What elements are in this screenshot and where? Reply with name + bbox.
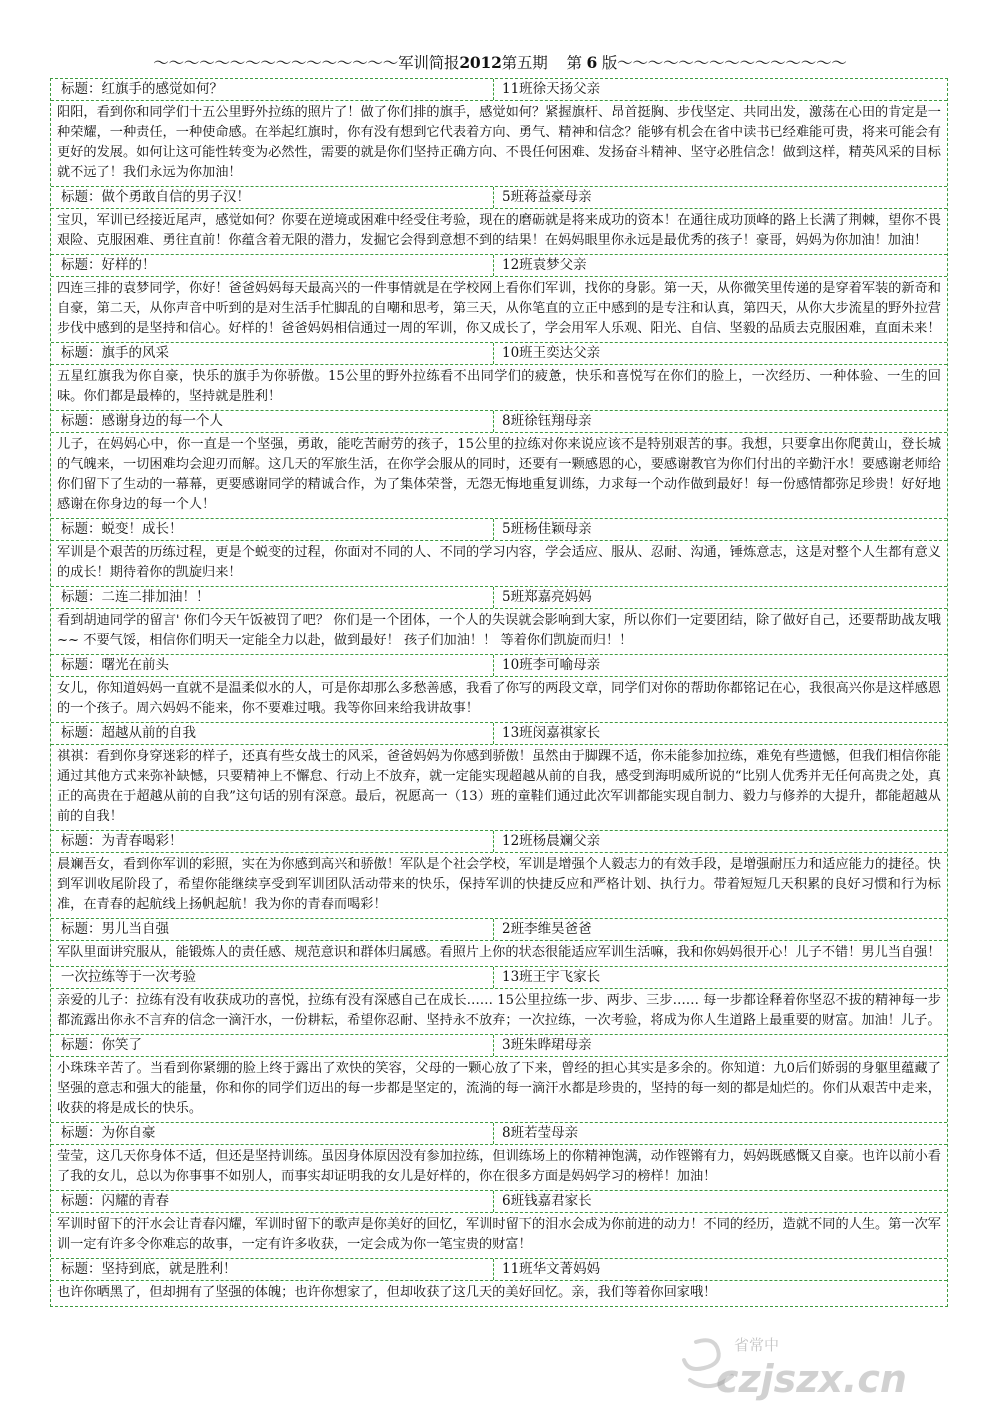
- entry-header-row: [51, 723, 947, 745]
- entry-body: 小珠珠辛苦了。当看到你紧绷的脸上终于露出了欢快的笑容，父母的一颗心放了下来，曾经的担心其实是多余的。你知道：九0后们娇弱的身躯里蕴藏了坚强的意志和强大的能量，你和你的同学们迈出的每一步都是坚定的，流淌的每一滴汗水都是珍贵的，坚持的每一刻的都是灿烂的。你们从艰苦中走来，收获的将是成长的快乐。: [57, 1061, 941, 1116]
- entry-title: 标题：超越从前的自我: [51, 723, 494, 744]
- entry-author: 8班若莹母亲: [502, 1125, 579, 1141]
- entry-body: 四连三排的袁梦同学，你好！爸爸妈妈每天最高兴的一件事情就是在学校网上看你们军训，找你的身影。第一天，从你微笑里传递的是穿着军装的新奇和自豪，第二天，从你声音中听到的是对生活手忙脚乱的自嘲和思考，第三天，从你笔直的立正中感到的是专注和认真，第四天，从你大步流星的野外拉营步伐中感到的是坚持和信心。好样的！爸爸妈妈相信通过一周的军训，你又成长了，学会用军人乐观、阳光、自信、坚毅的品质去克服困难，直面未来！: [57, 281, 941, 336]
- entry-header-row: [51, 1191, 947, 1213]
- message-entry: [51, 919, 947, 967]
- entry-author: 11班华文菁妈妈: [502, 1261, 601, 1277]
- entry-title: 一次拉练等于一次考验: [51, 967, 494, 988]
- entry-author: 2班李维昊爸爸: [502, 921, 592, 937]
- message-entry: [51, 587, 947, 655]
- entry-author: 5班蒋益豪母亲: [502, 189, 592, 205]
- entry-title: 标题：做个勇敢自信的男子汉！: [51, 187, 494, 208]
- entry-header-row: [51, 831, 947, 853]
- entry-header-row: [51, 79, 947, 101]
- watermark-text-top: 省常中: [734, 1336, 780, 1354]
- entry-header-row: [51, 519, 947, 541]
- entry-author: 5班郑嘉亮妈妈: [502, 589, 592, 605]
- entry-author: 3班朱晔珺母亲: [502, 1037, 592, 1053]
- entry-body: 阳阳，看到你和同学们十五公里野外拉练的照片了！做了你们排的旗手，感觉如何？紧握旗杆、昂首挺胸、步伐坚定、共同出发，激荡在心田的肯定是一种荣耀，一种责任，一种使命感。在举起红旗时，你有没有想到它代表着方向、勇气、精神和信念？能够有机会在省中读书已经难能可贵，将来可能会有更好的发展。如何让这可能性转变为必然性，需要的就是你们坚持正确方向、不畏任何困难、发扬奋斗精神、坚守必胜信念！做到这样，精英风采的目标就不远了！我们永远为你加油！: [57, 105, 941, 180]
- entry-title: 标题：你笑了: [51, 1035, 494, 1056]
- message-entry: [51, 411, 947, 519]
- entry-author: 13班王宇飞家长: [502, 969, 601, 985]
- entry-header-row: [51, 343, 947, 365]
- entry-header-row: [51, 187, 947, 209]
- watermark-text-main: czjszx.cn: [716, 1357, 907, 1401]
- entry-title: 标题：为青春喝彩！: [51, 831, 494, 852]
- page-header: [52, 52, 948, 74]
- message-entry: [51, 187, 947, 255]
- entry-header-row: [51, 967, 947, 989]
- message-entry: [51, 79, 947, 187]
- entry-body: 军训时留下的汗水会让青春闪耀，军训时留下的歌声是你美好的回忆，军训时留下的泪水会成为你前进的动力！不同的经历，造就不同的人生。第一次军训一定有许多令你难忘的故事，一定有许多收获，一定会成为你一笔宝贵的财富！: [57, 1217, 941, 1252]
- entry-header-row: [51, 1123, 947, 1145]
- watermark-swirl-icon: [684, 1340, 719, 1369]
- entry-title: 标题：二连二排加油！！: [51, 587, 494, 608]
- entry-body: 祺祺：看到你身穿迷彩的样子，还真有些女战士的风采，爸爸妈妈为你感到骄傲！虽然由于脚踝不适，你未能参加拉练，难免有些遗憾，但我们相信你能通过其他方式来弥补缺憾，只要精神上不懈怠、行动上不放弃，就一定能实现超越从前的自我，感受到海明威所说的“比别人优秀并无任何高贵之处，真正的高贵在于超越从前的自我”这句话的别有深意。最后，祝愿高一（13）班的童鞋们通过此次军训都能实现自制力、毅力与修养的大提升，都能超越从前的自我！: [57, 749, 941, 824]
- entry-title: 标题：红旗手的感觉如何？: [51, 79, 494, 100]
- entry-author: 6班钱嘉君家长: [502, 1193, 592, 1209]
- message-entry: [51, 255, 947, 343]
- site-watermark-logo: [676, 1330, 936, 1402]
- entry-author: 12班杨晨斓父亲: [502, 833, 601, 849]
- entry-header-row: [51, 655, 947, 677]
- entry-title: 标题：男儿当自强: [51, 919, 494, 940]
- entry-title: 标题：好样的！: [51, 255, 494, 276]
- message-entry: [51, 831, 947, 919]
- message-entry: [51, 1123, 947, 1191]
- entry-title: 标题：坚持到底，就是胜利！: [51, 1259, 494, 1280]
- entry-author: 11班徐天扬父亲: [502, 81, 601, 97]
- entry-header-row: [51, 919, 947, 941]
- entry-author: 8班徐钰翔母亲: [502, 413, 592, 429]
- message-entry: [51, 519, 947, 587]
- entry-title: 标题：旗手的风采: [51, 343, 494, 364]
- entry-author: 13班闵嘉祺家长: [502, 725, 601, 741]
- entry-author: 12班袁梦父亲: [502, 257, 587, 273]
- header-title: 军训简报: [398, 54, 460, 72]
- entry-author: 10班王奕达父亲: [502, 345, 601, 361]
- entry-title: 标题：感谢身边的每一个人: [51, 411, 494, 432]
- entry-title: 标题：蜕变！成长！: [51, 519, 494, 540]
- message-entry: [51, 1191, 947, 1259]
- message-list: [50, 78, 948, 1307]
- message-entry: [51, 343, 947, 411]
- entry-body: 军队里面讲究服从，能锻炼人的责任感、规范意识和群体归属感。看照片上你的状态很能适应军训生活嘛，我和你妈妈很开心！儿子不错！男儿当自强！: [57, 945, 941, 960]
- message-entry: [51, 723, 947, 831]
- entry-body: 女儿，你知道妈妈一直就不是温柔似水的人，可是你却那么多愁善感，我看了你写的两段文章，同学们对你的帮助你都铭记在心，我很高兴你是这样感恩的一个孩子。周六妈妈不能来，你不要难过哦。我等你回来给我讲故事！: [57, 681, 941, 716]
- entry-author: 5班杨佳颖母亲: [502, 521, 592, 537]
- entry-title: 标题：为你自豪: [51, 1123, 494, 1144]
- entry-header-row: [51, 587, 947, 609]
- entry-header-row: [51, 1035, 947, 1057]
- header-tilde-left: ～～～～～～～～～～～～～～～～: [153, 54, 399, 72]
- message-entry: [51, 967, 947, 1035]
- entry-author: 10班李可喻母亲: [502, 657, 601, 673]
- entry-body: 亲爱的儿子：拉练有没有收获成功的喜悦，拉练有没有深感自己在成长…… 15公里拉练一步、两步、三步…… 每一步都诠释着你坚忍不拔的精神每一步都流露出你永不言弃的信念一滴汗水，一份耕耘，希望你忍耐、坚持永不放弃；一次拉练，一次考验，将成为你人生道路上最重要的财富。加油！儿子。: [57, 993, 941, 1028]
- entry-header-row: [51, 1259, 947, 1281]
- entry-body: 五星红旗我为你自豪，快乐的旗手为你骄傲。15公里的野外拉练看不出同学们的疲惫，快乐和喜悦写在你们的脸上，一次经历、一种体验、一生的回味。你们都是最棒的，坚持就是胜利！: [57, 369, 941, 404]
- header-tilde-right: ～～～～～～～～～～～～～～～: [617, 54, 847, 72]
- header-issue: 第五期: [501, 54, 548, 72]
- entry-header-row: [51, 255, 947, 277]
- header-page-suffix: 版: [601, 54, 618, 72]
- entry-body: 看到胡迪同学的留言' 你们今天午饭被罚了吧？ 你们是一个团体，一个人的失误就会影响到大家，所以你们一定要团结，除了做好自己，还要帮助战友哦~~ 不要气馁，相信你们明天一定能全力以赴，做到最好！ 孩子们加油！！ 等着你们凯旋而归！！: [57, 613, 941, 648]
- header-page-num: 6: [586, 53, 598, 72]
- header-page-label: 第: [566, 54, 582, 72]
- entry-title: 标题：闪耀的青春: [51, 1191, 494, 1212]
- entry-body: 儿子，在妈妈心中，你一直是一个坚强，勇敢，能吃苦耐劳的孩子，15公里的拉练对你来说应该不是特别艰苦的事。我想，只要拿出你爬黄山，登长城的气魄来，一切困难均会迎刃而解。这几天的军旅生活，在你学会服从的同时，还要有一颗感恩的心，要感谢教官为你们付出的辛勤汗水！要感谢老师给你们留下了生动的一幕幕，更要感谢同学的精诚合作，为了集体荣誉，无怨无悔地重复训练，力求每一个动作做到最好！每一份感情都弥足珍贵！好好地感谢在你身边的每一个人！: [57, 437, 941, 512]
- entry-title: 标题：曙光在前头: [51, 655, 494, 676]
- entry-body: 也许你晒黑了，但却拥有了坚强的体魄；也许你想家了，但却收获了这几天的美好回忆。亲，我们等着你回家哦！: [57, 1285, 717, 1300]
- message-entry: [51, 1035, 947, 1123]
- header-year: 2012: [459, 53, 502, 72]
- entry-body: 宝贝，军训已经接近尾声，感觉如何？你要在逆境或困难中经受住考验，现在的磨砺就是将来成功的资本！在通往成功顶峰的路上长满了荆棘，望你不畏艰险、克服困难、勇往直前！你蕴含着无限的潜力，发掘它会得到意想不到的结果！在妈妈眼里你永远是最优秀的孩子！豪哥，妈妈为你加油！加油！: [57, 213, 941, 248]
- entry-body: 军训是个艰苦的历练过程，更是个蜕变的过程，你面对不同的人、不同的学习内容，学会适应、服从、忍耐、沟通，锤炼意志，这是对整个人生都有意义的成长！期待着你的凯旋归来！: [57, 545, 941, 580]
- message-entry: [51, 655, 947, 723]
- entry-body: 莹莹，这几天你身体不适，但还是坚持训练。虽因身体原因没有参加拉练，但训练场上的你精神饱满，动作铿锵有力，妈妈既感慨又自豪。也许以前小看了我的女儿，总以为你事事不如别人，而事实却证明我的女儿是好样的，你在很多方面是妈妈学习的榜样！加油！: [57, 1149, 941, 1184]
- entry-header-row: [51, 411, 947, 433]
- message-entry: [51, 1259, 947, 1306]
- entry-body: 晨斓吾女，看到你军训的彩照，实在为你感到高兴和骄傲！军队是个社会学校，军训是增强个人毅志力的有效手段，是增强耐压力和适应能力的捷径。快到军训收尾阶段了，希望你能继续享受到军训团队活动带来的快乐，保持军训的快捷反应和严格计划、执行力。带着短短几天积累的良好习惯和行为标准，在青春的起航线上扬帆起航！我为你的青春而喝彩！: [57, 857, 941, 912]
